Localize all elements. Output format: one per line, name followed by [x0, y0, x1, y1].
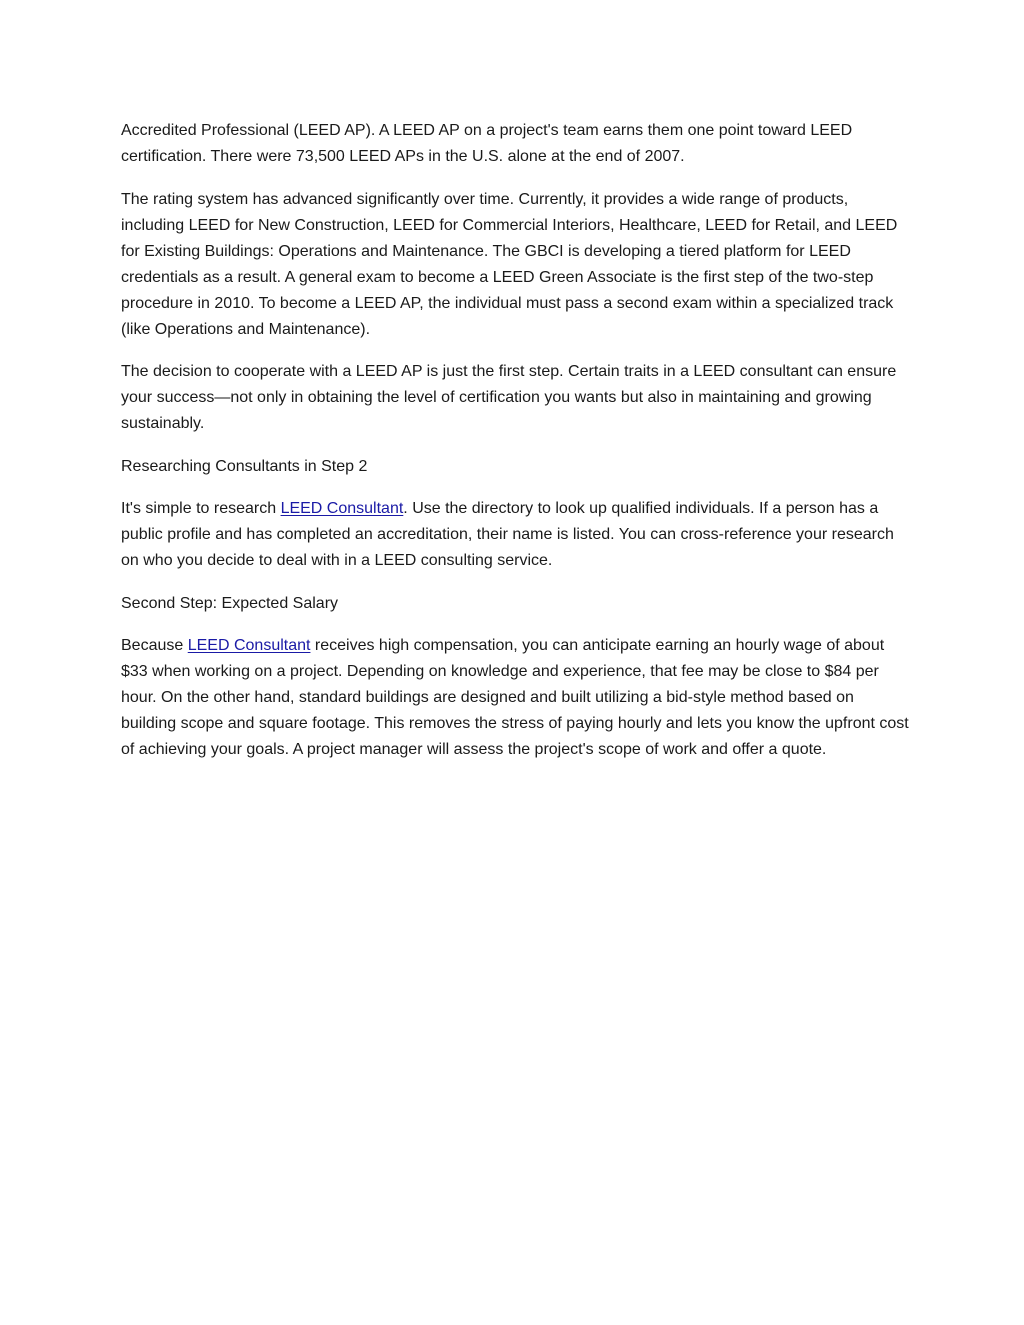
paragraph-research-before: It's simple to research	[121, 500, 281, 517]
document-body	[121, 118, 911, 780]
leed-consultant-link[interactable]: LEED Consultant	[187, 637, 311, 654]
paragraph-salary-before: Because	[121, 637, 188, 654]
paragraph-cooperation: The decision to cooperate with a LEED AP is just the first step. Certain traits in a LEED consultant can ensure your success—not only in obtaining the level of certification you wants but also in maintaining and growing sustainably.	[121, 363, 897, 432]
heading-expected-salary: Second Step: Expected Salary	[121, 594, 339, 612]
paragraph-salary-after: receives high compensation, you can anticipate earning an hourly wage of about $33 when working on a project. Depending on knowledge and experience, that fee may be close to $84 per hour. On the other hand, standard buildings are designed and built utilizing a bid-style method based on building scope and square footage. This removes the stress of paying hourly and lets you know the upfront cost of achieving your goals. A project manager will assess the project's scope of work and offer a quote.	[121, 637, 909, 758]
paragraph-leed-ap-intro: Accredited Professional (LEED AP). A LEED AP on a project's team earns them one point toward LEED certification. There were 73,500 LEED APs in the U.S. alone at the end of 2007.	[121, 122, 853, 165]
heading-step-2: Researching Consultants in Step 2	[121, 457, 368, 475]
paragraph-research	[121, 496, 911, 574]
paragraph-rating-system: The rating system has advanced significantly over time. Currently, it provides a wide range of products, including LEED for New Construction, LEED for Commercial Interiors, Healthcare, LEED for Retail, and LEED for Existing Buildings: Operations and Maintenance. The GBCI is developing a tiered platform for LEED credentials as a result. A general exam to become a LEED Green Associate is the first step of the two-step procedure in 2010. To become a LEED AP, the individual must pass a second exam within a specialized track (like Operations and Maintenance).	[121, 190, 898, 338]
leed-consultant-link[interactable]: LEED Consultant	[280, 500, 404, 517]
paragraph-research-after: . Use the directory to look up qualified individuals. If a person has a public profile and has completed an accreditation, their name is listed. You can cross-reference your research on who you decide to deal with in a LEED consulting service.	[121, 500, 894, 569]
paragraph-salary	[121, 633, 911, 763]
